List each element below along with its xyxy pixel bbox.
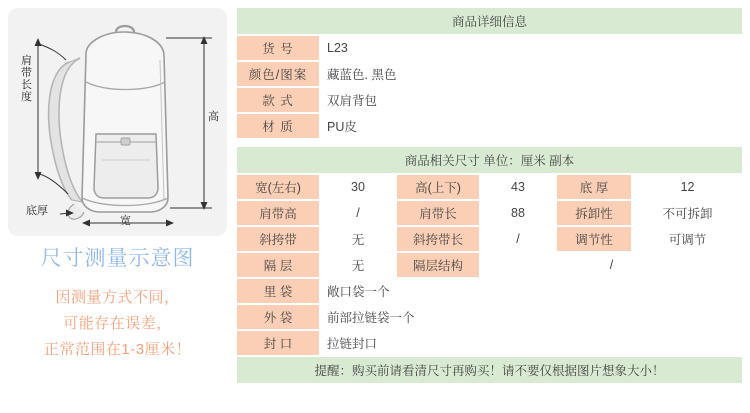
table-row — [237, 201, 742, 225]
table-row — [237, 175, 742, 199]
wide-key-0: 里 袋 — [237, 279, 319, 303]
size-val-2-1: / — [481, 227, 555, 251]
backpack-illustration — [8, 8, 227, 236]
detail-key-0: 货 号 — [237, 36, 319, 60]
table-row — [237, 253, 742, 277]
sizes-header-row — [237, 147, 742, 173]
table-row — [237, 36, 742, 60]
wide-val-1: 前部拉链袋一个 — [321, 305, 742, 329]
size-val-1-2: 不可拆卸 — [633, 201, 742, 225]
size-key-1-2: 拆卸性 — [557, 201, 631, 225]
size-key-0-2: 底 厚 — [557, 175, 631, 199]
detail-key-3: 材 质 — [237, 114, 319, 138]
sizes-header: 商品相关尺寸 单位：厘米 副本 — [237, 147, 742, 173]
wide-val-2: 拉链封口 — [321, 331, 742, 355]
detail-value-1: 藏蓝色. 黑色 — [321, 62, 742, 86]
size-val-3-1: / — [481, 253, 742, 277]
size-val-3-0: 无 — [321, 253, 395, 277]
wide-key-2: 封 口 — [237, 331, 319, 355]
size-diagram-panel — [0, 0, 235, 413]
product-info-panel — [235, 0, 750, 413]
caption-line-1: 因测量方式不同， — [55, 289, 180, 306]
diagram-caption-note — [0, 285, 235, 363]
size-val-1-1: 88 — [481, 201, 555, 225]
size-key-2-0: 斜挎带 — [237, 227, 319, 251]
size-key-3-0: 隔 层 — [237, 253, 319, 277]
label-height: 高 — [208, 111, 219, 123]
caption-line-3: 正常范围在1-3厘米！ — [43, 341, 192, 358]
detail-header: 商品详细信息 — [237, 8, 742, 34]
size-val-2-2: 可调节 — [633, 227, 742, 251]
size-val-2-0: 无 — [321, 227, 395, 251]
size-key-2-1: 斜挎带长 — [397, 227, 479, 251]
size-key-3-1: 隔层结构 — [397, 253, 479, 277]
size-val-0-2: 12 — [633, 175, 742, 199]
table-spacer — [237, 140, 742, 145]
diagram-caption-title: 尺寸测量示意图 — [40, 247, 195, 270]
table-row — [237, 114, 742, 138]
label-strap-length: 肩带长度 — [21, 55, 32, 103]
wide-key-1: 外 袋 — [237, 305, 319, 329]
size-key-2-2: 调节性 — [557, 227, 631, 251]
size-val-0-0: 30 — [321, 175, 395, 199]
label-width: 宽 — [120, 215, 131, 227]
product-detail-table — [235, 6, 744, 385]
size-key-1-1: 肩带长 — [397, 201, 479, 225]
table-row — [237, 62, 742, 86]
diagram-illustration-box — [8, 8, 227, 236]
table-row — [237, 227, 742, 251]
detail-key-1: 颜色/图案 — [237, 62, 319, 86]
size-key-0-1: 高(上下) — [397, 175, 479, 199]
size-val-1-0: / — [321, 201, 395, 225]
table-row — [237, 279, 742, 303]
table-row — [237, 88, 742, 112]
footer-note: 提醒：购买前请看清尺寸再购买！请不要仅根据图片想象大小！ — [237, 357, 742, 383]
detail-value-0: L23 — [321, 36, 742, 60]
footer-note-row — [237, 357, 742, 383]
wide-val-0: 敞口袋一个 — [321, 279, 742, 303]
size-val-0-1: 43 — [481, 175, 555, 199]
caption-line-2: 可能存在误差， — [63, 315, 172, 332]
detail-header-row — [237, 8, 742, 34]
table-row — [237, 331, 742, 355]
detail-value-2: 双肩背包 — [321, 88, 742, 112]
detail-value-3: PU皮 — [321, 114, 742, 138]
size-key-0-0: 宽(左右) — [237, 175, 319, 199]
size-key-1-0: 肩带高 — [237, 201, 319, 225]
label-bottom-thickness: 底厚 — [26, 205, 48, 217]
detail-key-2: 款 式 — [237, 88, 319, 112]
table-row — [237, 305, 742, 329]
